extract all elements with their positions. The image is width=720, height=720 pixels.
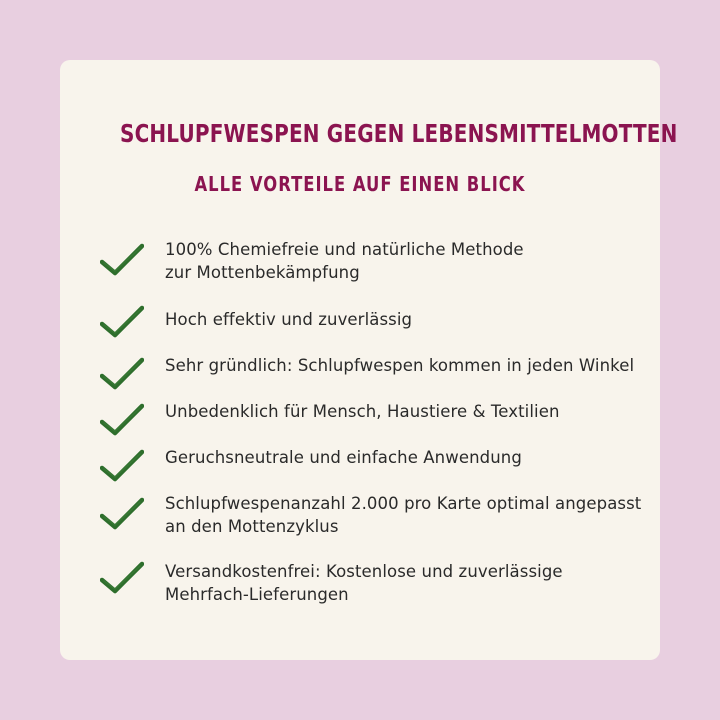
page-title: SCHLUPFWESPEN GEGEN LEBENSMITTELMOTTEN [120,119,678,148]
benefit-text: 100% Chemiefreie und natürliche Methode zur Mottenbekämpfung [165,240,524,282]
check-icon [100,448,144,484]
benefit-text: Versandkostenfrei: Kostenlose und zuverlässige Mehrfach-Lieferungen [165,562,563,604]
check-icon [100,402,144,438]
benefit-text: Schlupfwespenanzahl 2.000 pro Karte optimal angepasst an den Mottenzyklus [165,494,642,536]
check-icon [100,356,144,392]
benefit-text: Hoch effektiv und zuverlässig [165,310,413,329]
benefit-text: Unbedenklich für Mensch, Haustiere & Textilien [165,402,560,421]
benefit-text: Sehr gründlich: Schlupfwespen kommen in jeden Winkel [165,356,635,375]
benefit-text: Geruchsneutrale und einfache Anwendung [165,448,522,467]
check-icon [100,242,144,278]
check-icon [100,496,144,532]
page-subtitle: ALLE VORTEILE AUF EINEN BLICK [194,172,526,196]
benefits-card [60,60,678,660]
check-icon [100,560,144,596]
check-icon [100,304,144,340]
